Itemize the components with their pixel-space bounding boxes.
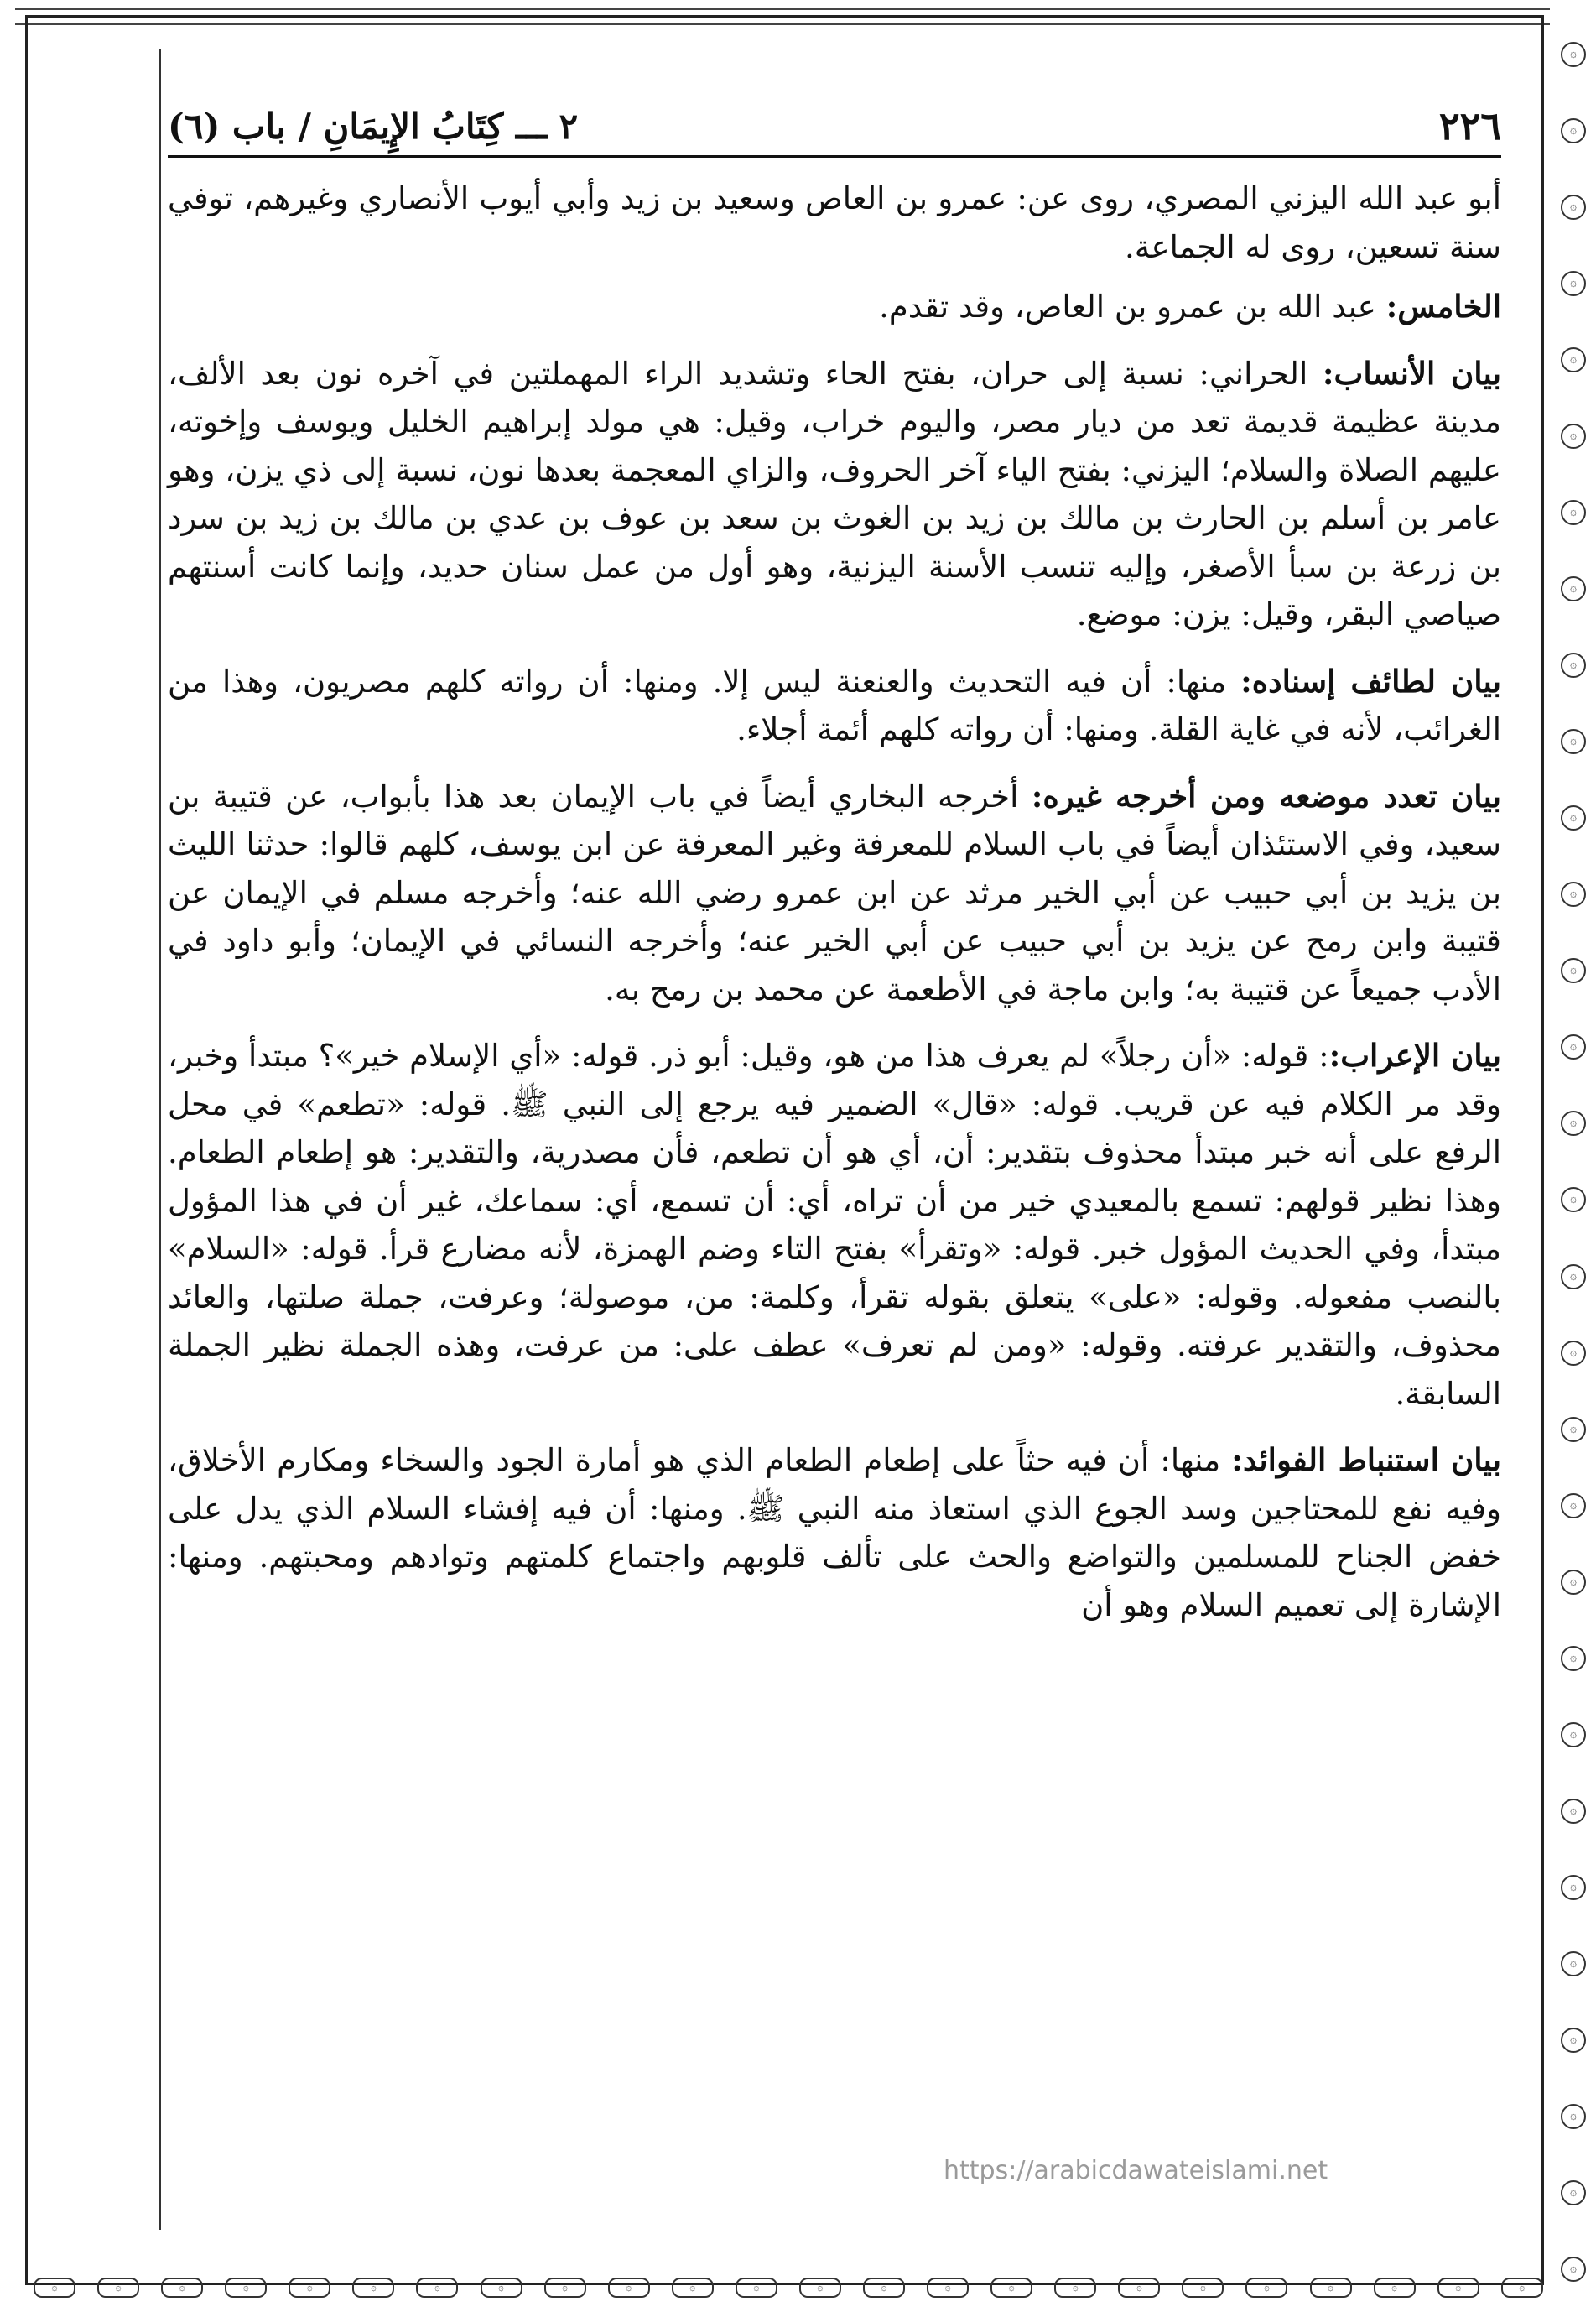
ornament-icon: ۞ bbox=[1561, 958, 1586, 983]
ornament-icon: ۞ bbox=[1561, 576, 1586, 601]
page-body bbox=[168, 174, 1501, 2154]
paragraph-text: : قوله: «أن رجلاً» لم يعرف هذا من هو، وقيل: أبو ذر. قوله: «أي الإسلام خير»؟ مبتدأ وخبر، وقد مر الكلام فيه عن قريب. قوله: «قال» الضمير فيه يرجع إلى النبي ﷺ. قوله: «تطعم» في محل الرفع على أنه خبر مبتدأ محذوف بتقدير: أن، أي هو أن تطعم، فأن مصدرية، والتقدير: هو إطعام الطعام. وهذا نظير قولهم: تسمع بالمعيدي خير من أن تراه، أي: أن تسمع، أي: سماعك، غير أن في هذا المؤول مبتدأ، وفي الحديث المؤول خبر. قوله: «وتقرأ» بفتح التاء وضم الهمزة، لأنه مضارع قرأ. قوله: «السلام» بالنصب مفعوله. وقوله: «على» يتعلق بقوله تقرأ، وكلمة: من، موصولة؛ وعرفت، جملة صلتها، والعائد محذوف، والتقدير عرفته. وقوله: «ومن لم تعرف» عطف على: من عرفت، وهذه الجملة نظير الجملة السابقة. bbox=[168, 1038, 1501, 1412]
paragraph-fifth-narrator bbox=[168, 283, 1501, 331]
paragraph-heading: بيان لطائف إسناده: bbox=[1240, 662, 1501, 700]
ornament-icon: ۞ bbox=[1561, 118, 1586, 143]
side-ornament-strip bbox=[1557, 42, 1589, 2282]
paragraph-heading: بيان الأنساب: bbox=[1322, 354, 1501, 392]
ornament-icon: ۞ bbox=[1561, 1341, 1586, 1366]
paragraph-text: منها: أن فيه التحديث والعنعنة ليس إلا. ومنها: أن رواته كلهم مصريون، وهذا من الغرائب، لأنه في غاية القلة. ومنها: أن رواته كلهم أئمة أجلاء. bbox=[168, 663, 1501, 747]
ornament-icon: ۞ bbox=[1561, 195, 1586, 220]
ornament-icon: ۞ bbox=[1561, 805, 1586, 831]
paragraph-grammar bbox=[168, 1032, 1501, 1418]
ornament-icon: ۞ bbox=[1561, 2104, 1586, 2129]
ornament-icon: ۞ bbox=[416, 2278, 458, 2298]
watermark-url: https://arabicdawateislami.net bbox=[944, 2156, 1328, 2185]
paragraph-heading: بيان استنباط الفوائد: bbox=[1231, 1441, 1502, 1478]
ornament-icon: ۞ bbox=[1437, 2278, 1479, 2298]
ornament-icon: ۞ bbox=[1561, 424, 1586, 449]
ornament-icon: ۞ bbox=[1561, 1722, 1586, 1747]
ornament-icon: ۞ bbox=[672, 2278, 714, 2298]
ornament-icon: ۞ bbox=[544, 2278, 586, 2298]
ornament-icon: ۞ bbox=[1561, 2257, 1586, 2282]
ornament-icon: ۞ bbox=[289, 2278, 330, 2298]
ornament-icon: ۞ bbox=[1561, 2180, 1586, 2205]
ornament-icon: ۞ bbox=[1561, 1034, 1586, 1060]
ornament-icon: ۞ bbox=[1561, 1875, 1586, 1900]
paragraph-heading: بيان الإعراب: bbox=[1328, 1037, 1502, 1074]
paragraph-text: الحراني: نسبة إلى حران، بفتح الحاء وتشديد الراء المهملتين في آخره نون بعد الألف، مدينة عظيمة قديمة تعد من ديار مصر، واليوم خراب، وقيل: هي مولد إبراهيم الخليل ويوسف وإخوته، عليهم الصلاة والسلام؛ اليزني: بفتح الياء آخر الحروف، والزاي المعجمة بعدها نون، نسبة إلى ذي يزن، وهو عامر بن أسلم بن الحارث بن مالك بن زيد بن الغوث بن سعد بن عوف بن عدي بن مالك بن زيد بن سرد بن زرعة بن سبأ الأصغر، وإليه تنسب الأسنة اليزنية، وهو أول من عمل سنان حديد، وإنما كانت أسنتهم صياصي البقر، وقيل: يزن: موضع. bbox=[168, 355, 1501, 633]
paragraph-text: عبد الله بن عمرو بن العاص، وقد تقدم. bbox=[879, 289, 1386, 325]
paragraph-sources bbox=[168, 773, 1501, 1014]
ornament-icon: ۞ bbox=[1561, 1570, 1586, 1595]
page-header bbox=[168, 96, 1501, 158]
ornament-icon: ۞ bbox=[34, 2278, 75, 2298]
ornament-icon: ۞ bbox=[1561, 42, 1586, 67]
ornament-icon: ۞ bbox=[1561, 882, 1586, 907]
paragraph-text: أبو عبد الله اليزني المصري، روى عن: عمرو بن العاص وسعيد بن زيد وأبي أيوب الأنصاري وغيرهم، توفي سنة تسعين، روى له الجماعة. bbox=[168, 180, 1501, 265]
page-number: ٢٢٦ bbox=[1438, 103, 1501, 148]
ornament-icon: ۞ bbox=[1561, 1493, 1586, 1518]
ornament-icon: ۞ bbox=[1374, 2278, 1416, 2298]
ornament-icon: ۞ bbox=[1182, 2278, 1224, 2298]
ornament-icon: ۞ bbox=[1501, 2278, 1543, 2298]
ornament-icon: ۞ bbox=[161, 2278, 203, 2298]
ornament-icon: ۞ bbox=[1561, 1417, 1586, 1442]
ornament-icon: ۞ bbox=[1561, 729, 1586, 754]
ornament-icon: ۞ bbox=[225, 2278, 267, 2298]
ornament-icon: ۞ bbox=[608, 2278, 650, 2298]
ornament-icon: ۞ bbox=[736, 2278, 777, 2298]
ornament-icon: ۞ bbox=[1310, 2278, 1352, 2298]
ornament-icon: ۞ bbox=[1561, 271, 1586, 296]
ornament-icon: ۞ bbox=[1561, 1951, 1586, 1976]
paragraph-isnad-subtleties bbox=[168, 658, 1501, 754]
paragraph-narrator bbox=[168, 174, 1501, 271]
ornament-icon: ۞ bbox=[1118, 2278, 1160, 2298]
paragraph-benefits bbox=[168, 1436, 1501, 1629]
ornament-icon: ۞ bbox=[1561, 1799, 1586, 1824]
ornament-icon: ۞ bbox=[1561, 2028, 1586, 2053]
ornament-icon: ۞ bbox=[481, 2278, 522, 2298]
bottom-ornament-strip bbox=[34, 2275, 1543, 2300]
paragraph-text: منها: أن فيه حثاً على إطعام الطعام الذي هو أمارة الجود والسخاء ومكارم الأخلاق، وفيه نفع للمحتاجين وسد الجوع الذي استعاذ منه النبي ﷺ. ومنها: أن فيه إفشاء السلام الذي يدل على خفض الجناح للمسلمين والتواضع والحث على تألف قلوبهم واجتماع كلمتهم وتوادهم ومحبتهم. ومنها: الإشارة إلى تعميم السلام وهو أن bbox=[168, 1442, 1501, 1623]
ornament-icon: ۞ bbox=[927, 2278, 969, 2298]
ornament-icon: ۞ bbox=[799, 2278, 841, 2298]
ornament-icon: ۞ bbox=[1561, 1111, 1586, 1136]
ornament-icon: ۞ bbox=[1561, 653, 1586, 678]
ornament-icon: ۞ bbox=[1561, 347, 1586, 372]
ornament-icon: ۞ bbox=[1561, 1264, 1586, 1289]
ornament-icon: ۞ bbox=[863, 2278, 905, 2298]
paragraph-text: أخرجه البخاري أيضاً في باب الإيمان بعد هذا بأبواب، عن قتيبة بن سعيد، وفي الاستئذان أيضاً في باب السلام للمعرفة وغير المعرفة عن ابن يوسف، كلهم قالوا: حدثنا الليث بن يزيد بن أبي حبيب عن أبي الخير مرثد عن ابن عمرو رضي الله عنه؛ وأخرجه مسلم في الإيمان عن قتيبة وابن رمح عن يزيد بن أبي حبيب عن أبي الخير عنه؛ وأخرجه النسائي في الإيمان؛ وأبو داود في الأدب جميعاً عن قتيبة به؛ وابن ماجة في الأطعمة عن محمد بن رمح به. bbox=[168, 778, 1501, 1008]
ornament-icon: ۞ bbox=[352, 2278, 394, 2298]
ornament-icon: ۞ bbox=[1561, 500, 1586, 525]
paragraph-heading: بيان تعدد موضعه ومن أخرجه غيره: bbox=[1031, 777, 1501, 815]
paragraph-heading: الخامس: bbox=[1385, 288, 1501, 325]
paragraph-genealogies bbox=[168, 350, 1501, 639]
ornament-icon: ۞ bbox=[1561, 1187, 1586, 1212]
ornament-icon: ۞ bbox=[1561, 1646, 1586, 1671]
ornament-icon: ۞ bbox=[990, 2278, 1032, 2298]
running-title: ٢ ـــ كِتَابُ الإِيمَانِ / باب (٦) bbox=[168, 105, 579, 147]
ornament-icon: ۞ bbox=[97, 2278, 139, 2298]
ornament-icon: ۞ bbox=[1245, 2278, 1287, 2298]
ornament-icon: ۞ bbox=[1054, 2278, 1096, 2298]
